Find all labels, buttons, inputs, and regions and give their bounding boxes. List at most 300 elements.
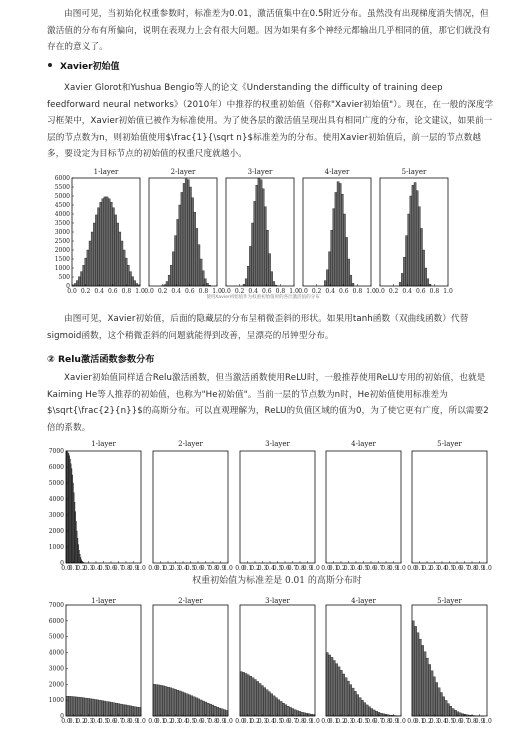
histogram-bar xyxy=(200,700,202,716)
x-tick-label: 0.4 xyxy=(437,718,447,725)
x-tick-label: 0.9 xyxy=(474,718,485,725)
x-tick-label: 0.0 xyxy=(148,718,158,725)
histogram-bar xyxy=(75,697,77,716)
histogram-panel xyxy=(321,597,406,725)
x-tick-label: 0.0 xyxy=(61,718,71,725)
x-tick-label: 0.6 xyxy=(108,288,118,295)
histogram-bar xyxy=(263,688,265,716)
x-tick-label: 0.0 xyxy=(221,288,231,295)
histogram-bar xyxy=(416,191,418,286)
histogram-panel xyxy=(298,168,376,295)
relu-section-heading: ② Relu激活函数参数分布 xyxy=(47,354,155,365)
histogram-bar xyxy=(193,697,195,716)
x-tick-label: 0.5 xyxy=(358,718,369,725)
histogram-bar xyxy=(275,698,277,716)
x-tick-label: 0.7 xyxy=(373,718,384,725)
histogram-bar xyxy=(104,701,106,716)
histogram-bar xyxy=(403,257,405,286)
histogram-bar xyxy=(191,696,193,716)
y-tick-label: 2000 xyxy=(54,247,70,254)
x-tick-label: 0.2 xyxy=(234,288,245,295)
y-tick-label: 6000 xyxy=(48,617,64,625)
histogram-bar xyxy=(454,710,456,716)
y-tick-label: 2000 xyxy=(48,681,64,689)
x-tick-label: 0.9 xyxy=(128,718,139,725)
histogram-bar xyxy=(345,678,347,716)
histogram-bar xyxy=(435,683,437,716)
x-tick-label: 1.0 xyxy=(396,718,406,725)
histogram-bar xyxy=(427,279,429,286)
histogram-bar xyxy=(401,273,403,286)
panel-frame xyxy=(240,451,315,563)
histogram-bar xyxy=(431,671,433,716)
histogram-bar xyxy=(406,236,408,286)
x-tick-label: 0.5 xyxy=(358,565,369,572)
histogram-bar xyxy=(420,228,422,286)
x-tick-label: 0.6 xyxy=(339,288,349,295)
x-tick-label: 0.6 xyxy=(185,288,195,295)
x-tick-label: 0.1 xyxy=(414,718,425,725)
histogram-bar xyxy=(120,704,122,716)
x-tick-label: 0.7 xyxy=(373,565,384,572)
histogram-bar xyxy=(252,223,254,286)
x-tick-label: 0.4 xyxy=(178,718,188,725)
x-tick-label: 0.6 xyxy=(452,565,462,572)
x-tick-label: 0.3 xyxy=(257,718,268,725)
histogram-bar xyxy=(280,701,282,716)
x-tick-label: 0.6 xyxy=(366,718,376,725)
histogram-bar xyxy=(368,707,370,716)
x-tick-label: 0.8 xyxy=(295,718,305,725)
histogram-panel xyxy=(49,597,146,725)
histogram-bar xyxy=(169,688,171,716)
histogram-bar xyxy=(256,681,258,716)
x-tick-label: 0.5 xyxy=(98,718,109,725)
x-tick-label: 0.3 xyxy=(429,718,440,725)
y-tick-label: 3500 xyxy=(54,220,70,227)
x-tick-label: 0.3 xyxy=(429,565,440,572)
histogram-bar xyxy=(399,282,401,286)
x-tick-label: 0.7 xyxy=(287,565,298,572)
histogram-bar xyxy=(223,710,225,716)
x-tick-label: 1.0 xyxy=(136,565,146,572)
histogram-bar xyxy=(80,697,82,716)
histogram-bar xyxy=(282,703,284,716)
x-tick-label: 1.0 xyxy=(223,718,233,725)
histogram-panel xyxy=(375,168,453,295)
histogram-bar xyxy=(266,690,268,716)
y-tick-label: 0 xyxy=(60,713,64,720)
x-tick-label: 0.9 xyxy=(302,565,313,572)
y-tick-label: 0 xyxy=(60,560,64,567)
y-tick-label: 2500 xyxy=(54,238,70,245)
histogram-bar xyxy=(209,704,211,716)
x-tick-label: 0.5 xyxy=(272,718,283,725)
histogram-bar xyxy=(167,687,169,716)
x-tick-label: 0.2 xyxy=(336,565,346,572)
x-tick-label: 0.4 xyxy=(91,565,101,572)
histogram-bar xyxy=(82,698,84,716)
histogram-bar xyxy=(296,711,298,716)
histogram-panel xyxy=(49,440,146,572)
y-tick-label: 4000 xyxy=(48,496,64,503)
x-tick-label: 0.2 xyxy=(422,718,432,725)
histogram-bar xyxy=(356,695,358,716)
histogram-panel xyxy=(148,440,233,572)
histogram-bar xyxy=(194,212,196,286)
x-tick-label: 0.0 xyxy=(61,565,71,572)
x-tick-label: 0.6 xyxy=(416,288,426,295)
y-tick-label: 7000 xyxy=(48,602,64,609)
histogram-bar xyxy=(289,707,291,716)
y-tick-label: 4000 xyxy=(54,211,70,218)
x-tick-label: 0.2 xyxy=(163,718,173,725)
histogram-bar xyxy=(266,230,268,286)
x-tick-label: 0.2 xyxy=(250,565,260,572)
x-tick-label: 0.0 xyxy=(407,565,417,572)
histogram-bar xyxy=(176,690,178,716)
y-tick-label: 3000 xyxy=(48,665,64,673)
panel-title: 5-layer xyxy=(401,168,427,176)
x-tick-label: 0.0 xyxy=(298,288,308,295)
histogram-bar xyxy=(158,685,160,716)
histogram-bar xyxy=(179,205,181,286)
x-tick-label: 0.8 xyxy=(121,565,131,572)
x-tick-label: 0.7 xyxy=(459,565,470,572)
histogram-bar xyxy=(419,639,421,716)
x-tick-label: 0.2 xyxy=(163,565,173,572)
x-tick-label: 0.5 xyxy=(444,565,455,572)
y-tick-label: 6000 xyxy=(54,175,70,182)
histogram-bar xyxy=(113,703,115,716)
histogram-bar xyxy=(175,236,177,286)
panel-title: 2-layer xyxy=(178,440,203,448)
xavier-result-paragraph: 由图可见，Xavier初始值，后面的隐藏层的分布呈稍微歪斜的形状。如果用tanh函数（双曲线函数）代替sigmoid函数，这个稍微歪斜的问题就能得到改善，呈漂亮的吊钟型分布。 xyxy=(47,314,469,341)
x-tick-label: 0.2 xyxy=(76,565,86,572)
histogram-bar xyxy=(221,709,223,716)
y-tick-label: 4500 xyxy=(54,202,70,209)
histogram-bar xyxy=(110,202,112,286)
histogram-bar xyxy=(333,661,335,717)
x-tick-label: 0.6 xyxy=(280,718,290,725)
x-tick-label: 1.0 xyxy=(310,565,320,572)
histogram-bar xyxy=(260,180,262,286)
histogram-bar xyxy=(166,282,168,287)
histogram-bar xyxy=(242,672,244,716)
histogram-bar xyxy=(303,713,305,716)
histogram-bar xyxy=(261,686,263,716)
x-tick-label: 0.3 xyxy=(83,718,94,725)
histogram-bar xyxy=(172,252,174,286)
x-tick-label: 0.0 xyxy=(144,288,154,295)
histogram-bar xyxy=(123,250,125,286)
histogram-bar xyxy=(450,706,452,716)
histogram-bar xyxy=(373,710,375,716)
histogram-bar xyxy=(134,707,136,716)
x-tick-label: 0.8 xyxy=(208,718,218,725)
histogram-bar xyxy=(247,266,249,286)
histogram-bar xyxy=(78,697,80,716)
x-tick-label: 0.2 xyxy=(422,565,432,572)
histogram-bar xyxy=(196,228,198,286)
histogram-bar xyxy=(350,275,352,286)
panel-title: 4-layer xyxy=(351,440,376,448)
x-tick-label: 0.4 xyxy=(351,565,361,572)
panel-frame xyxy=(412,451,487,563)
x-tick-label: 0.7 xyxy=(459,718,470,725)
histogram-bar xyxy=(78,277,80,286)
x-tick-label: 0.0 xyxy=(321,565,331,572)
histogram-bar xyxy=(337,182,339,286)
histogram-bar xyxy=(108,702,110,716)
x-tick-label: 0.3 xyxy=(83,565,94,572)
x-tick-label: 0.0 xyxy=(407,718,417,725)
histogram-bar xyxy=(87,698,89,716)
histogram-bar xyxy=(256,185,258,286)
x-tick-label: 0.4 xyxy=(402,288,412,295)
x-tick-label: 0.8 xyxy=(208,565,218,572)
x-tick-label: 0.2 xyxy=(76,718,86,725)
histogram-bar xyxy=(249,676,251,716)
y-tick-label: 7000 xyxy=(48,448,64,455)
intro-paragraph: 由图可见，当初始化权重参数时，标准差为0.01，激活值集中在0.5附近分布。虽然没有出现梯度消失情况，但激活值的分布有所偏向，说明在表现力上会有很大问题。因为如果有多个神经元都输出几乎相同的值，那它们就没有存在的意义了。 xyxy=(47,9,491,52)
histogram-bar xyxy=(331,230,333,286)
histogram-bar xyxy=(119,232,121,286)
x-tick-label: 0.4 xyxy=(248,288,258,295)
y-tick-label: 1500 xyxy=(54,256,70,263)
x-tick-label: 0.5 xyxy=(185,565,196,572)
histogram-bar xyxy=(262,189,264,286)
x-tick-label: 0.4 xyxy=(91,718,101,725)
x-tick-label: 1.0 xyxy=(289,288,299,295)
x-tick-label: 0.6 xyxy=(193,565,203,572)
histogram-bar xyxy=(343,214,345,286)
histogram-bar xyxy=(335,664,337,716)
histogram-bar xyxy=(104,197,106,286)
y-tick-label: 2000 xyxy=(48,528,64,535)
histogram-bar xyxy=(115,703,117,716)
histogram-bar xyxy=(426,658,428,716)
x-tick-label: 0.7 xyxy=(287,718,298,725)
histogram-bar xyxy=(121,241,123,286)
histogram-bar xyxy=(445,700,447,716)
histogram-bar xyxy=(136,707,138,716)
x-tick-label: 0.8 xyxy=(467,565,477,572)
x-tick-label: 0.8 xyxy=(275,288,286,295)
histogram-panel xyxy=(148,597,233,725)
histogram-bar xyxy=(186,694,188,716)
x-tick-label: 0.2 xyxy=(336,718,346,725)
x-tick-label: 0.2 xyxy=(80,288,91,295)
histogram-bar xyxy=(68,696,70,716)
histogram-bar xyxy=(112,208,114,286)
x-tick-label: 0.6 xyxy=(106,565,116,572)
y-tick-label: 5000 xyxy=(54,193,70,200)
histogram-bar xyxy=(287,706,289,716)
histogram-bar xyxy=(364,703,366,716)
y-tick-label: 1000 xyxy=(48,544,64,551)
panel-title: 4-layer xyxy=(324,168,350,176)
x-tick-label: 0.8 xyxy=(467,718,477,725)
x-tick-label: 0.1 xyxy=(414,565,425,572)
histogram-bar xyxy=(331,657,333,716)
histogram-panel xyxy=(144,168,222,295)
histogram-bar xyxy=(352,688,354,716)
histogram-bar xyxy=(129,272,131,286)
histogram-bar xyxy=(160,685,162,716)
x-tick-label: 0.9 xyxy=(215,718,226,725)
x-tick-label: 0.7 xyxy=(200,565,211,572)
x-tick-label: 0.2 xyxy=(388,288,399,295)
histogram-bar xyxy=(101,701,103,716)
x-tick-label: 0.3 xyxy=(170,718,181,725)
histogram-bar xyxy=(185,179,187,286)
xavier-heading: Xavier初始值 xyxy=(60,62,120,72)
histogram-panel xyxy=(407,597,492,725)
histogram-bar xyxy=(418,207,420,286)
histogram-bar xyxy=(200,259,202,286)
histogram-bar xyxy=(125,258,127,286)
x-tick-label: 1.0 xyxy=(223,565,233,572)
histogram-bar xyxy=(361,700,363,716)
histogram-bar xyxy=(328,655,330,716)
x-tick-label: 0.9 xyxy=(128,565,139,572)
histogram-bar xyxy=(346,237,348,286)
x-tick-label: 0.1 xyxy=(155,565,166,572)
x-tick-label: 0.4 xyxy=(178,565,188,572)
panel-title: 4-layer xyxy=(351,597,376,605)
x-tick-label: 1.0 xyxy=(443,288,453,295)
histogram-bar xyxy=(81,272,83,286)
histogram-bar xyxy=(127,265,129,286)
histogram-bar xyxy=(258,178,260,286)
panel-title: 1-layer xyxy=(91,597,116,605)
histogram-bar xyxy=(85,698,87,716)
x-tick-label: 0.4 xyxy=(437,565,447,572)
histogram-bar xyxy=(366,705,368,716)
panel-title: 5-layer xyxy=(437,440,462,448)
histogram-bar xyxy=(417,633,419,716)
y-tick-label: 0 xyxy=(66,283,70,290)
x-tick-label: 1.0 xyxy=(366,288,376,295)
x-tick-label: 0.5 xyxy=(444,718,455,725)
x-tick-label: 0.1 xyxy=(328,718,339,725)
histogram-bar xyxy=(99,700,101,716)
histogram-bar xyxy=(252,678,254,716)
histogram-bar xyxy=(129,706,131,716)
histogram-bar xyxy=(170,265,172,286)
histogram-bar xyxy=(108,199,110,286)
x-tick-label: 0.5 xyxy=(98,565,109,572)
x-tick-label: 0.0 xyxy=(321,718,331,725)
xavier-histogram-figure xyxy=(55,168,453,295)
x-tick-label: 0.4 xyxy=(325,288,335,295)
histogram-bar xyxy=(352,283,354,286)
x-tick-label: 0.8 xyxy=(381,718,391,725)
panel-title: 3-layer xyxy=(265,440,290,448)
histogram-bar xyxy=(347,681,349,716)
histogram-bar xyxy=(168,275,170,286)
panel-title: 3-layer xyxy=(247,168,273,176)
histogram-bar xyxy=(340,670,342,716)
histogram-bar xyxy=(425,268,427,286)
histogram-bar xyxy=(216,707,218,716)
histogram-bar xyxy=(179,691,181,716)
histogram-bar xyxy=(326,270,328,286)
histogram-bar xyxy=(106,702,108,716)
histogram-bar xyxy=(271,272,273,286)
histogram-bar xyxy=(106,197,108,286)
histogram-bar xyxy=(278,700,280,716)
histogram-bar xyxy=(132,277,134,286)
histogram-bar xyxy=(195,698,197,716)
histogram-bar xyxy=(270,694,272,716)
histogram-bar xyxy=(162,686,164,716)
histogram-panel xyxy=(221,168,299,295)
histogram-bar xyxy=(408,214,410,286)
x-tick-label: 0.0 xyxy=(235,718,245,725)
histogram-bar xyxy=(205,702,207,716)
x-tick-label: 1.0 xyxy=(135,288,145,295)
histogram-bar xyxy=(269,254,271,286)
histogram-bar xyxy=(89,241,91,286)
histogram-bar xyxy=(87,250,89,286)
histogram-bar xyxy=(264,207,266,286)
x-tick-label: 0.6 xyxy=(366,565,376,572)
histogram-bar xyxy=(452,709,454,716)
histogram-bar xyxy=(85,258,87,286)
x-tick-label: 0.8 xyxy=(121,288,132,295)
y-tick-label: 3000 xyxy=(48,512,64,519)
histogram-bar xyxy=(100,202,102,286)
x-tick-label: 0.0 xyxy=(67,288,77,295)
histogram-bar xyxy=(247,675,249,716)
x-tick-label: 0.8 xyxy=(381,565,391,572)
histogram-bar xyxy=(348,259,350,286)
histogram-panel xyxy=(321,440,406,572)
histogram-bar xyxy=(273,282,275,287)
histogram-bar xyxy=(89,699,91,716)
x-tick-label: 0.5 xyxy=(185,718,196,725)
x-tick-label: 0.6 xyxy=(280,565,290,572)
histogram-panel xyxy=(235,440,320,572)
histogram-bar xyxy=(206,283,208,286)
std001-histogram-figure xyxy=(49,440,492,572)
histogram-bar xyxy=(421,645,423,716)
histogram-bar xyxy=(111,702,113,716)
histogram-bar xyxy=(127,705,129,716)
histogram-bar xyxy=(254,201,256,286)
x-tick-label: 0.0 xyxy=(375,288,385,295)
panel-frame xyxy=(326,451,401,563)
histogram-bar xyxy=(254,680,256,716)
histogram-bar xyxy=(424,652,426,716)
histogram-panel xyxy=(407,440,492,572)
histogram-bar xyxy=(245,279,247,286)
x-tick-label: 0.1 xyxy=(68,565,79,572)
panel-title: 3-layer xyxy=(265,597,290,605)
x-tick-label: 0.9 xyxy=(474,565,485,572)
histogram-bar xyxy=(92,699,94,716)
x-tick-label: 1.0 xyxy=(482,565,492,572)
histogram-bar xyxy=(349,685,351,716)
histogram-bar xyxy=(73,697,75,716)
histogram-bar xyxy=(433,677,435,716)
histogram-bar xyxy=(198,699,200,716)
histogram-bar xyxy=(165,687,167,716)
y-tick-label: 6000 xyxy=(48,464,64,471)
histogram-bar xyxy=(115,215,117,286)
